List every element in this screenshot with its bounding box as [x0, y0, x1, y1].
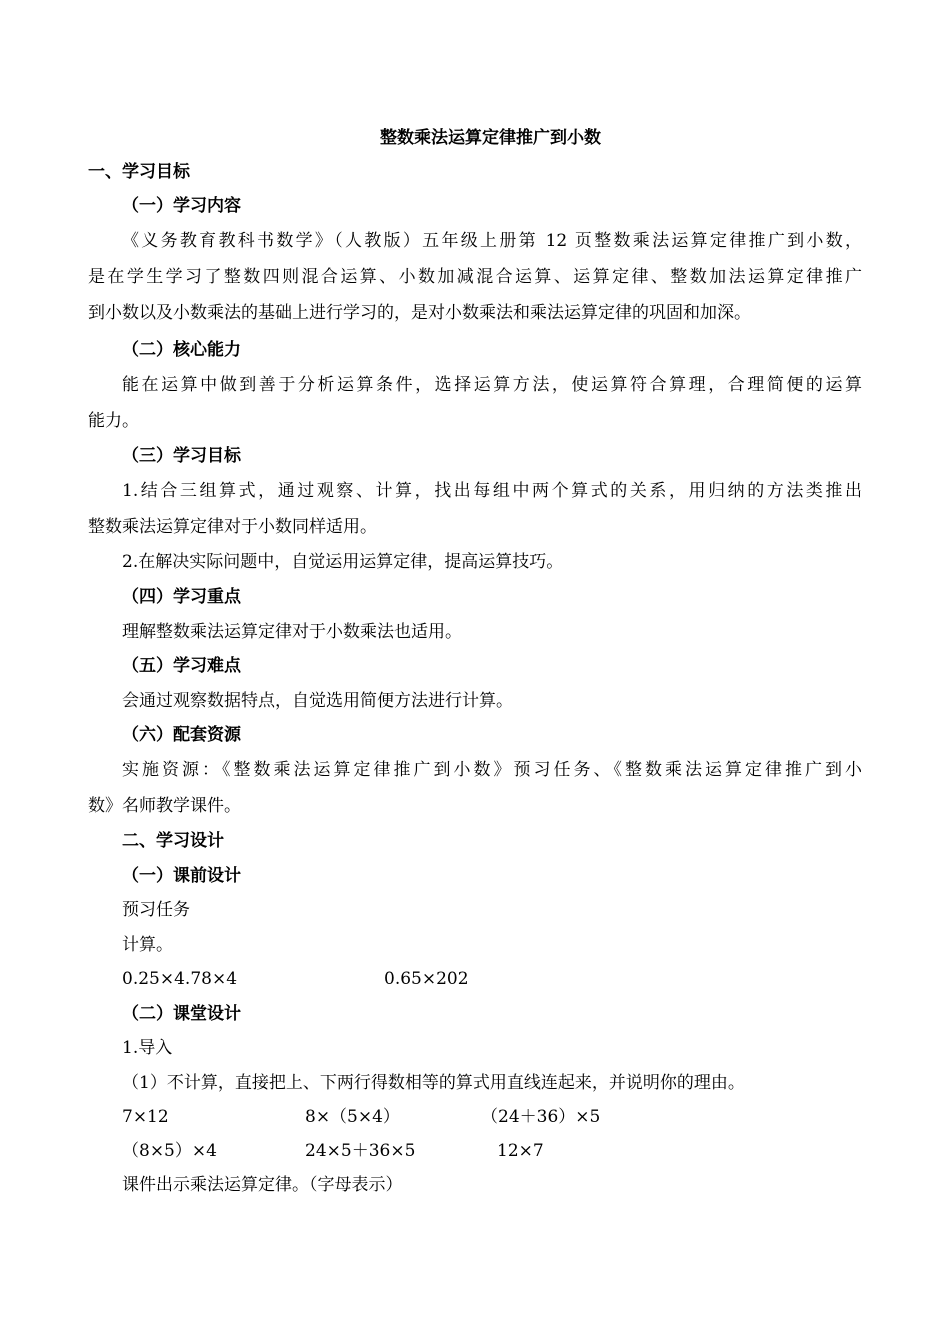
paragraph-line: 整数乘法运算定律对于小数同样适用。 [88, 517, 377, 537]
expression: 7×12 [122, 1107, 169, 1127]
expression: 0.25×4.78×4 [122, 969, 238, 989]
section-heading: 二、学习设计 [122, 831, 224, 851]
section-heading: 一、学习目标 [88, 162, 190, 182]
paragraph-line: 能在运算中做到善于分析运算条件，选择运算方法，使运算符合算理，合理简便的运算 [122, 375, 862, 395]
expression: 0.65×202 [384, 969, 469, 989]
paragraph-line: 数》名师教学课件。 [88, 796, 241, 816]
expression: 12×7 [497, 1141, 544, 1161]
paragraph-line: 《义务教育教科书数学》（人教版）五年级上册第 12 页整数乘法运算定律推广到小数， [122, 231, 862, 251]
paragraph-line: 预习任务 [122, 900, 190, 920]
expression: 24×5＋36×5 [305, 1141, 416, 1161]
paragraph-line: 实施资源：《整数乘法运算定律推广到小数》预习任务、《整数乘法运算定律推广到小 [122, 760, 862, 780]
expression: （8×5）×4 [122, 1141, 217, 1161]
paragraph-line: （1）不计算，直接把上、下两行得数相等的算式用直线连起来，并说明你的理由。 [122, 1073, 745, 1093]
subsection-heading: （一）学习内容 [122, 196, 241, 216]
paragraph-line: 课件出示乘法运算定律。（字母表示） [122, 1175, 403, 1195]
subsection-heading: （四）学习重点 [122, 587, 241, 607]
subsection-heading: （三）学习目标 [122, 446, 241, 466]
paragraph-line: 1.结合三组算式，通过观察、计算，找出每组中两个算式的关系，用归纳的方法类推出 [122, 481, 862, 501]
expression: （24＋36）×5 [481, 1107, 601, 1127]
subsection-heading: （五）学习难点 [122, 656, 241, 676]
document-title: 整数乘法运算定律推广到小数 [380, 128, 601, 148]
subsection-heading: （二）课堂设计 [122, 1004, 241, 1024]
subsection-heading: （六）配套资源 [122, 725, 241, 745]
paragraph-line: 计算。 [122, 935, 173, 955]
expression: 8×（5×4） [305, 1107, 400, 1127]
paragraph-line: 到小数以及小数乘法的基础上进行学习的，是对小数乘法和乘法运算定律的巩固和加深。 [88, 303, 751, 323]
paragraph-line: 会通过观察数据特点，自觉选用简便方法进行计算。 [122, 691, 513, 711]
paragraph-line: 1.导入 [122, 1038, 173, 1058]
paragraph-line: 是在学生学习了整数四则混合运算、小数加减混合运算、运算定律、整数加法运算定律推广 [88, 267, 862, 287]
paragraph-line: 能力。 [88, 411, 139, 431]
paragraph-line: 2.在解决实际问题中，自觉运用运算定律，提高运算技巧。 [122, 552, 564, 572]
subsection-heading: （一）课前设计 [122, 866, 241, 886]
paragraph-line: 理解整数乘法运算定律对于小数乘法也适用。 [122, 622, 462, 642]
subsection-heading: （二）核心能力 [122, 340, 241, 360]
